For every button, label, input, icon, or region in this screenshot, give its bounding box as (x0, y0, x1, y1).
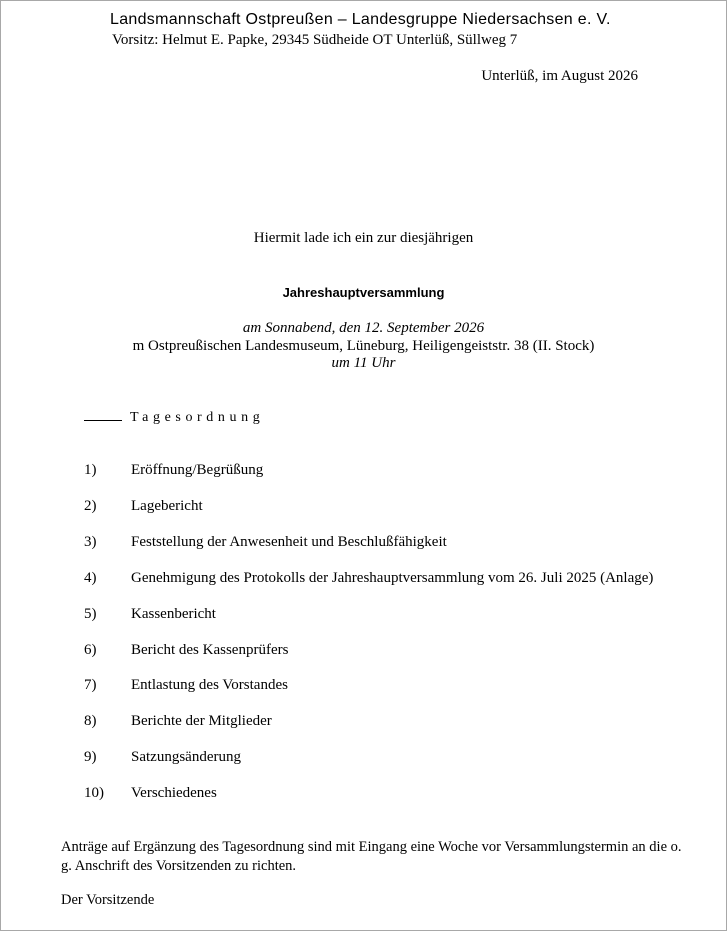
organization-name: Landsmannschaft Ostpreußen – Landesgruppe Niedersachsen e. V. (110, 11, 611, 28)
agenda-heading-label: Tagesordnung (130, 410, 265, 425)
agenda-item-text: Verschiedenes (131, 785, 217, 802)
agenda-item-number: 2) (84, 497, 97, 514)
agenda-item-number: 5) (84, 605, 97, 622)
agenda-item-text: Lagebericht (131, 497, 203, 514)
meeting-venue: m Ostpreußischen Landesmuseum, Lüneburg, Heiligengeiststr. 38 (II. Stock) (132, 338, 595, 354)
agenda-item-text: Satzungsänderung (131, 749, 241, 766)
agenda-item-text: Genehmigung des Protokolls der Jahreshauptversammlung vom 26. Juli 2025 (Anlage) (131, 569, 654, 586)
agenda-item-number: 8) (84, 713, 97, 730)
agenda-item-text: Kassenbericht (131, 605, 216, 622)
signature: Der Vorsitzende (61, 892, 155, 908)
agenda-item-text: Bericht des Kassenprüfers (131, 641, 289, 658)
chair-address: Vorsitz: Helmut E. Papke, 29345 Südheide OT Unterlüß, Süllweg 7 (112, 32, 518, 48)
place-and-date: Unterlüß, im August 2026 (481, 68, 638, 84)
agenda-heading-rule (84, 410, 122, 421)
agenda-item-text: Entlastung des Vorstandes (131, 677, 288, 694)
meeting-date: am Sonnabend, den 12. September 2026 (242, 320, 485, 336)
agenda-item-number: 7) (84, 677, 97, 694)
agenda-item-number: 4) (84, 569, 97, 586)
meeting-time: um 11 Uhr (331, 355, 396, 371)
agenda-item-number: 1) (84, 462, 97, 478)
agenda-item-number: 6) (84, 641, 97, 658)
agenda-item-number: 10) (84, 785, 104, 802)
agenda-item-text: Berichte der Mitglieder (131, 713, 272, 730)
closing-note: Anträge auf Ergänzung des Tagesordnung sind mit Eingang eine Woche vor Versammlungstermin an die o. g. Anschrift des Vorsitzenden zu richten. (61, 839, 682, 874)
agenda-item-text: Eröffnung/Begrüßung (131, 462, 264, 478)
agenda-heading (84, 410, 264, 426)
agenda-item-number: 3) (84, 533, 97, 550)
agenda-item-number: 9) (84, 749, 97, 766)
meeting-title: Jahreshauptversammlung (282, 285, 445, 300)
agenda-item-text: Feststellung der Anwesenheit und Beschlußfähigkeit (131, 533, 447, 550)
invitation-intro: Hiermit lade ich ein zur diesjährigen (253, 230, 474, 246)
